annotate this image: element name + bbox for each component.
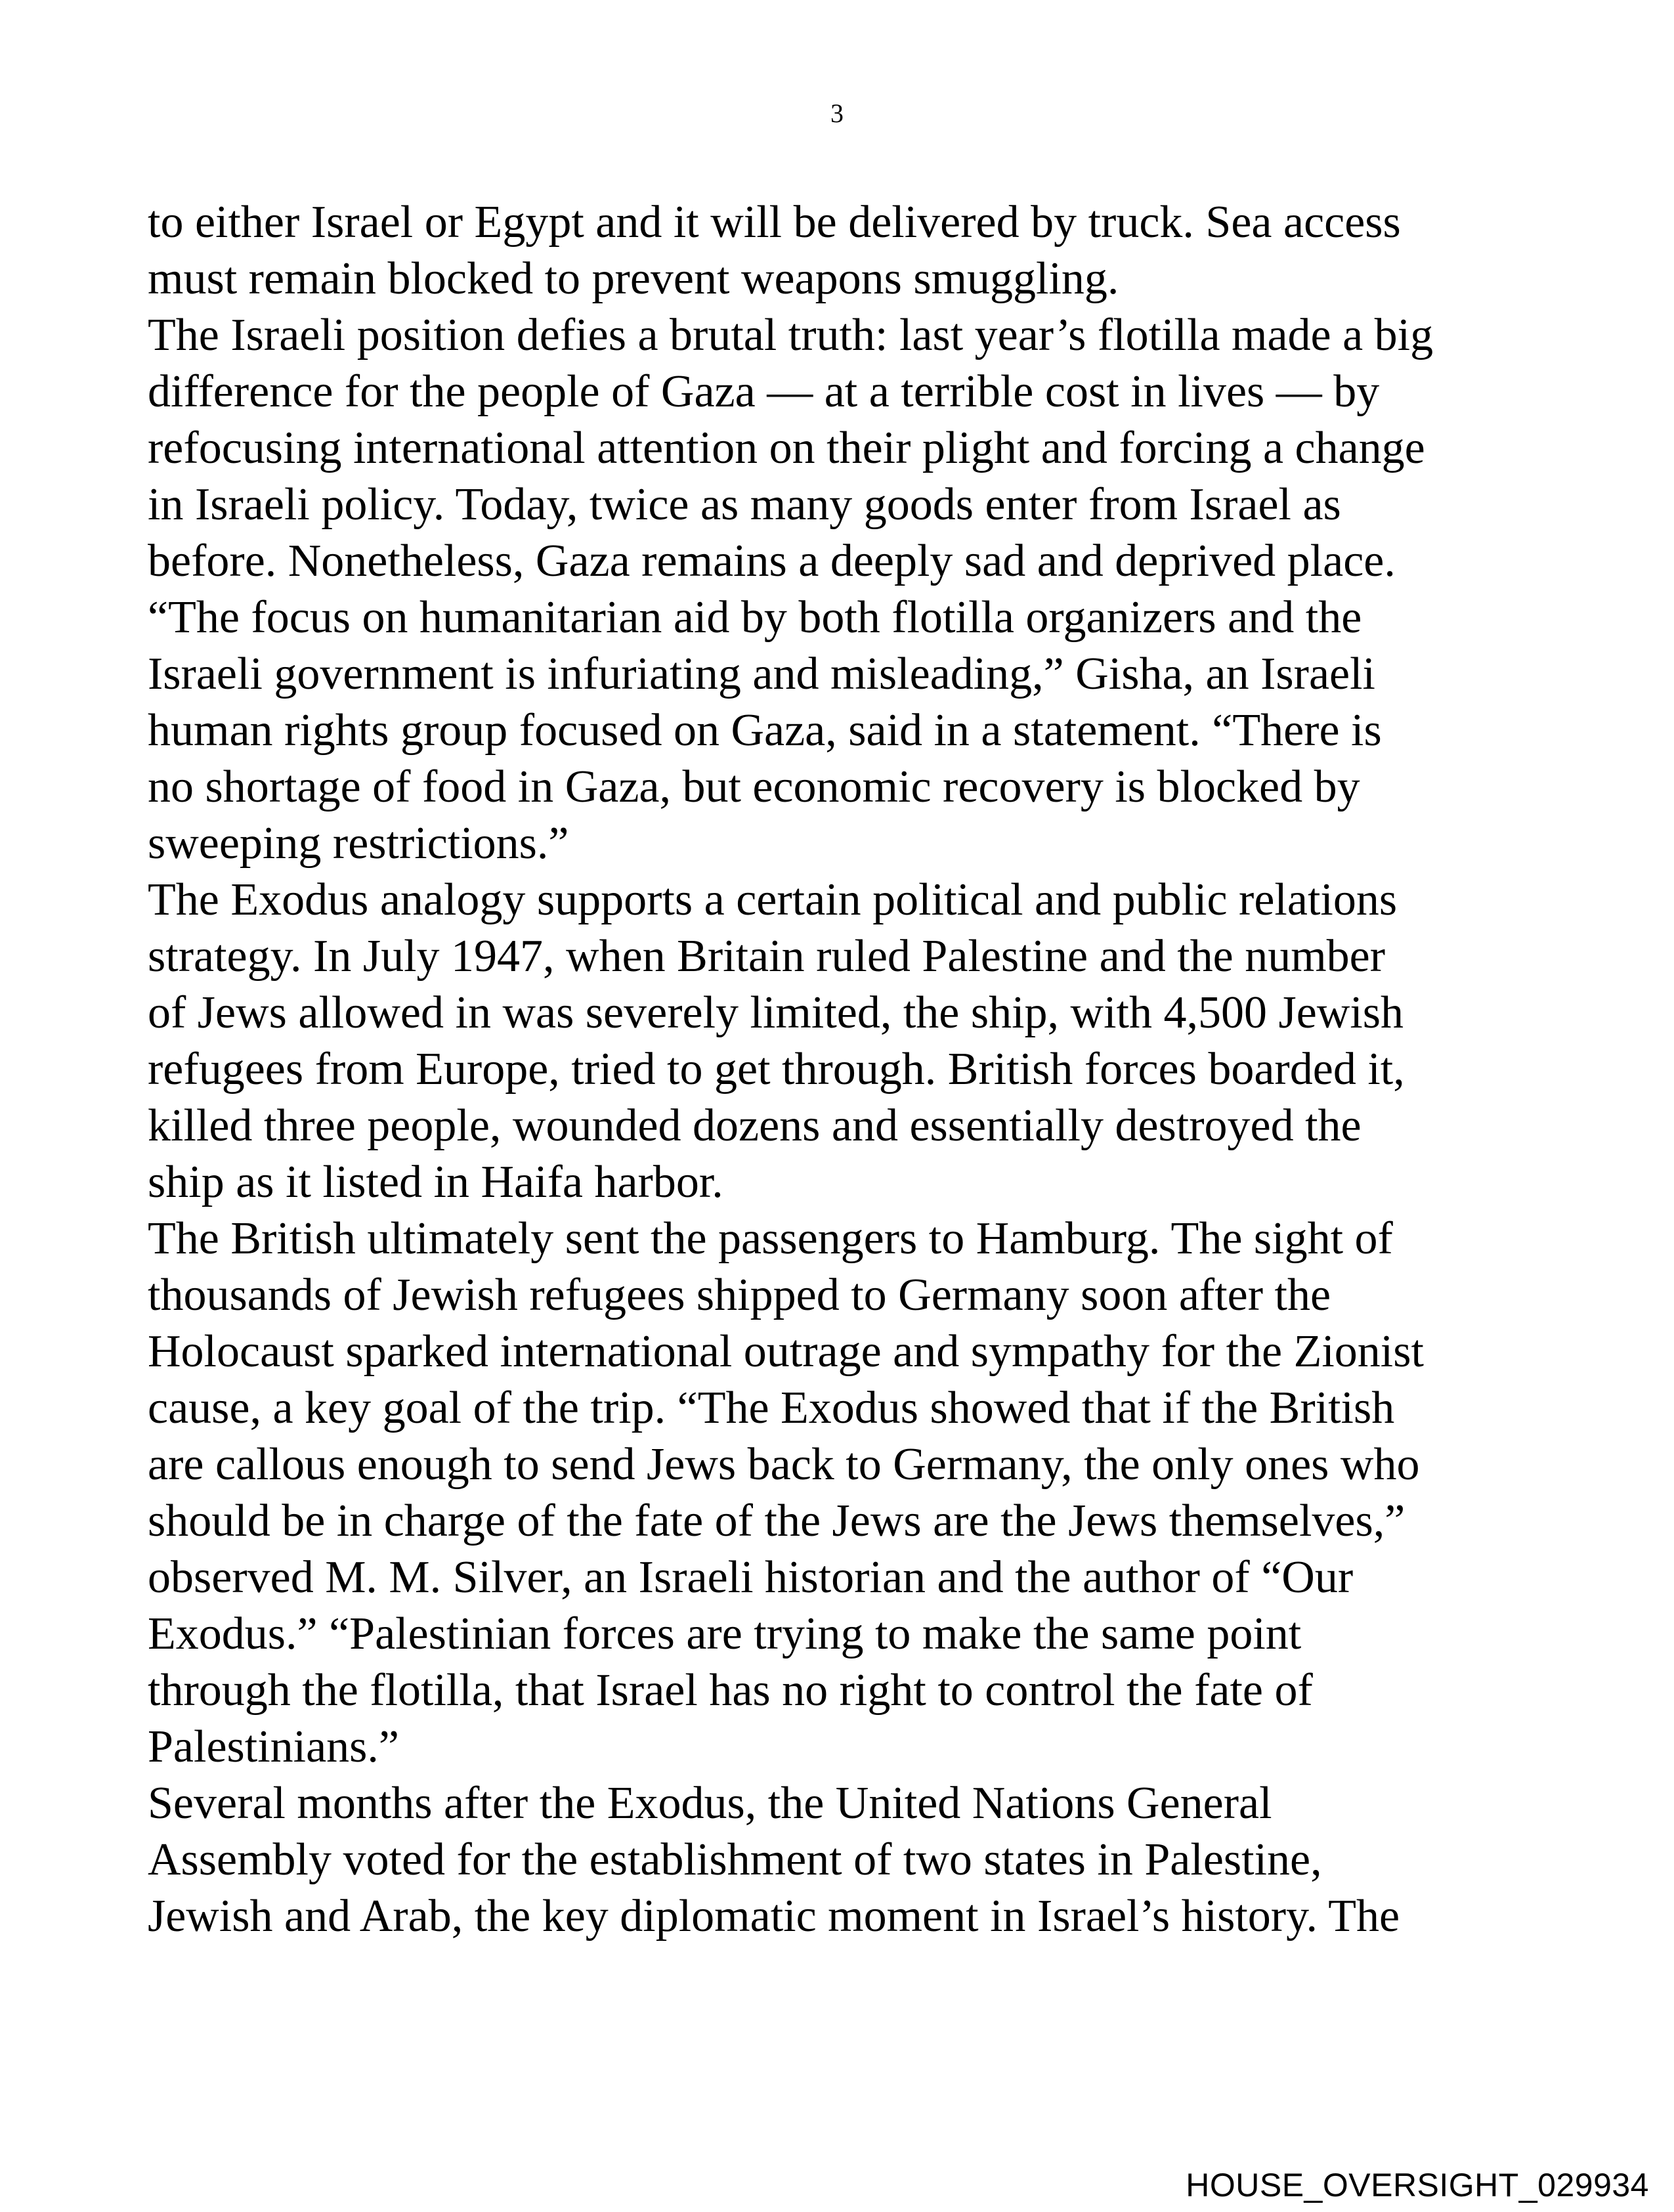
text-line: Jewish and Arab, the key diplomatic moment in Israel’s history. The [148, 1891, 1400, 1941]
text-line: are callous enough to send Jews back to Germany, the only ones who [148, 1439, 1420, 1490]
text-line: before. Nonetheless, Gaza remains a deeply sad and deprived place. [148, 536, 1396, 586]
text-line: ship as it listed in Haifa harbor. [148, 1157, 723, 1207]
text-line: “The focus on humanitarian aid by both flotilla organizers and the [148, 592, 1362, 643]
text-line: must remain blocked to prevent weapons smuggling. [148, 253, 1119, 304]
text-line: no shortage of food in Gaza, but economic recovery is blocked by [148, 762, 1360, 812]
text-line: Israeli government is infuriating and misleading,” Gisha, an Israeli [148, 649, 1376, 699]
text-line: in Israeli policy. Today, twice as many goods enter from Israel as [148, 479, 1341, 530]
paragraph [148, 194, 1592, 307]
text-line: to either Israel or Egypt and it will be delivered by truck. Sea access [148, 197, 1401, 248]
paragraph [148, 872, 1592, 1211]
text-line: refocusing international attention on their plight and forcing a change [148, 423, 1425, 473]
text-line: The Exodus analogy supports a certain political and public relations [148, 875, 1398, 925]
text-line: strategy. In July 1947, when Britain ruled Palestine and the number [148, 931, 1386, 982]
text-line: Exodus.” “Palestinian forces are trying to make the same point [148, 1609, 1302, 1659]
text-line: Assembly voted for the establishment of two states in Palestine, [148, 1834, 1322, 1885]
document-id-stamp: HOUSE_OVERSIGHT_029934 [1186, 2167, 1649, 2203]
paragraph [148, 307, 1592, 590]
text-line: cause, a key goal of the trip. “The Exodus showed that if the British [148, 1383, 1395, 1433]
text-line: Palestinians.” [148, 1722, 399, 1772]
paragraph [148, 1775, 1592, 1945]
paragraph [148, 1211, 1592, 1775]
text-line: should be in charge of the fate of the Jews are the Jews themselves,” [148, 1496, 1406, 1546]
text-line: The British ultimately sent the passengers to Hamburg. The sight of [148, 1213, 1393, 1264]
page-number: 3 [830, 98, 844, 128]
text-line: of Jews allowed in was severely limited, the ship, with 4,500 Jewish [148, 987, 1404, 1038]
text-line: thousands of Jewish refugees shipped to Germany soon after the [148, 1270, 1331, 1320]
text-line: difference for the people of Gaza — at a terrible cost in lives — by [148, 366, 1380, 417]
text-line: Several months after the Exodus, the United Nations General [148, 1778, 1272, 1829]
text-line: The Israeli position defies a brutal truth: last year’s flotilla made a big [148, 310, 1434, 360]
text-line: through the flotilla, that Israel has no right to control the fate of [148, 1665, 1313, 1716]
text-line: sweeping restrictions.” [148, 818, 569, 869]
text-line: observed M. M. Silver, an Israeli historian and the author of “Our [148, 1552, 1354, 1603]
article-body [148, 194, 1592, 1945]
text-line: human rights group focused on Gaza, said in a statement. “There is [148, 705, 1382, 756]
text-line: Holocaust sparked international outrage and sympathy for the Zionist [148, 1326, 1424, 1377]
text-line: refugees from Europe, tried to get through. British forces boarded it, [148, 1044, 1405, 1095]
text-line: killed three people, wounded dozens and essentially destroyed the [148, 1100, 1362, 1151]
paragraph [148, 590, 1592, 872]
